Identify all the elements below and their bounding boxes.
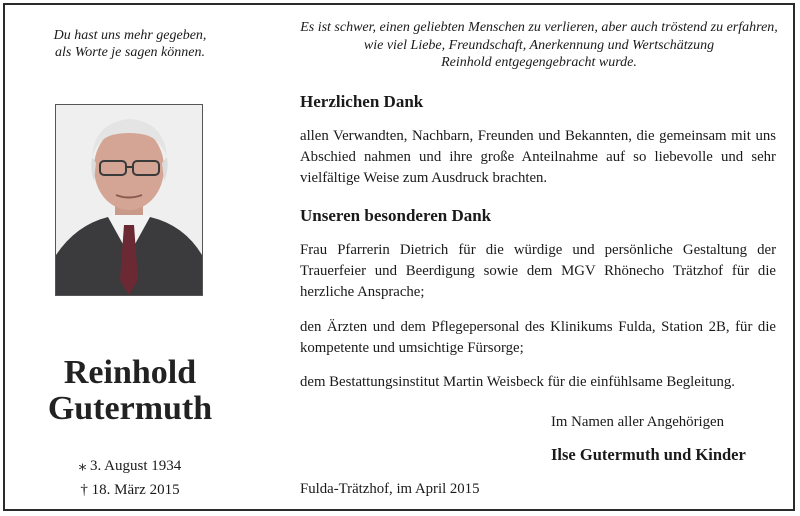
right-column [300, 0, 778, 516]
left-column [0, 0, 260, 516]
place-date: Fulda-Trätzhof, im April 2015 [300, 481, 480, 497]
first-name: Reinhold [63, 354, 197, 391]
signature-name: Ilse Gutermuth und Kinder [551, 445, 746, 464]
paragraph-funeral-home: dem Bestattungsinstitut Martin Weisbeck für die einfühlsame Begleitung. [300, 374, 735, 390]
life-dates [14, 454, 246, 502]
paragraph-doctors: den Ärzten und dem Pflegepersonal des Klinikums Fulda, Station 2B, für die kompetente und umsichtige Fürsorge; [300, 319, 776, 356]
last-name: Gutermuth [47, 390, 213, 427]
signature-intro: Im Namen aller Angehörigen [551, 414, 724, 430]
deceased-name [14, 355, 246, 427]
birth-date: ⁎ 3. August 1934 [78, 458, 182, 474]
motto [14, 27, 246, 61]
heading-special-thanks: Unseren besonderen Dank [300, 206, 492, 225]
motto-line: Du hast uns mehr gegeben, [53, 28, 207, 43]
paragraph-pastor: Frau Pfarrerin Dietrich für die würdige und persönliche Gestaltung der Trauerfeier und Beerdigung sowie dem MGV Rhönecho Trätzhof für die herzliche Ansprache; [300, 242, 776, 300]
intro-quote [300, 19, 778, 72]
intro-line: Es ist schwer, einen geliebten Menschen zu verlieren, aber auch tröstend zu erfahren, [300, 20, 778, 35]
paragraph-relatives: allen Verwandten, Nachbarn, Freunden und Bekannten, die gemeinsam mit uns Abschied nahmen und ihre große Anteilnahme auf so liebevolle und sehr vielfältige Weise zum Ausdruck brachten. [300, 128, 776, 186]
heading-thanks: Herzlichen Dank [300, 92, 424, 111]
intro-line: Reinhold entgegengebracht wurde. [441, 55, 637, 70]
portrait-illustration [56, 105, 202, 295]
portrait-photo [55, 104, 203, 296]
intro-line: wie viel Liebe, Freundschaft, Anerkennung und Wertschätzung [363, 37, 715, 53]
motto-line: als Worte je sagen können. [55, 45, 205, 60]
death-date: † 18. März 2015 [80, 482, 180, 498]
